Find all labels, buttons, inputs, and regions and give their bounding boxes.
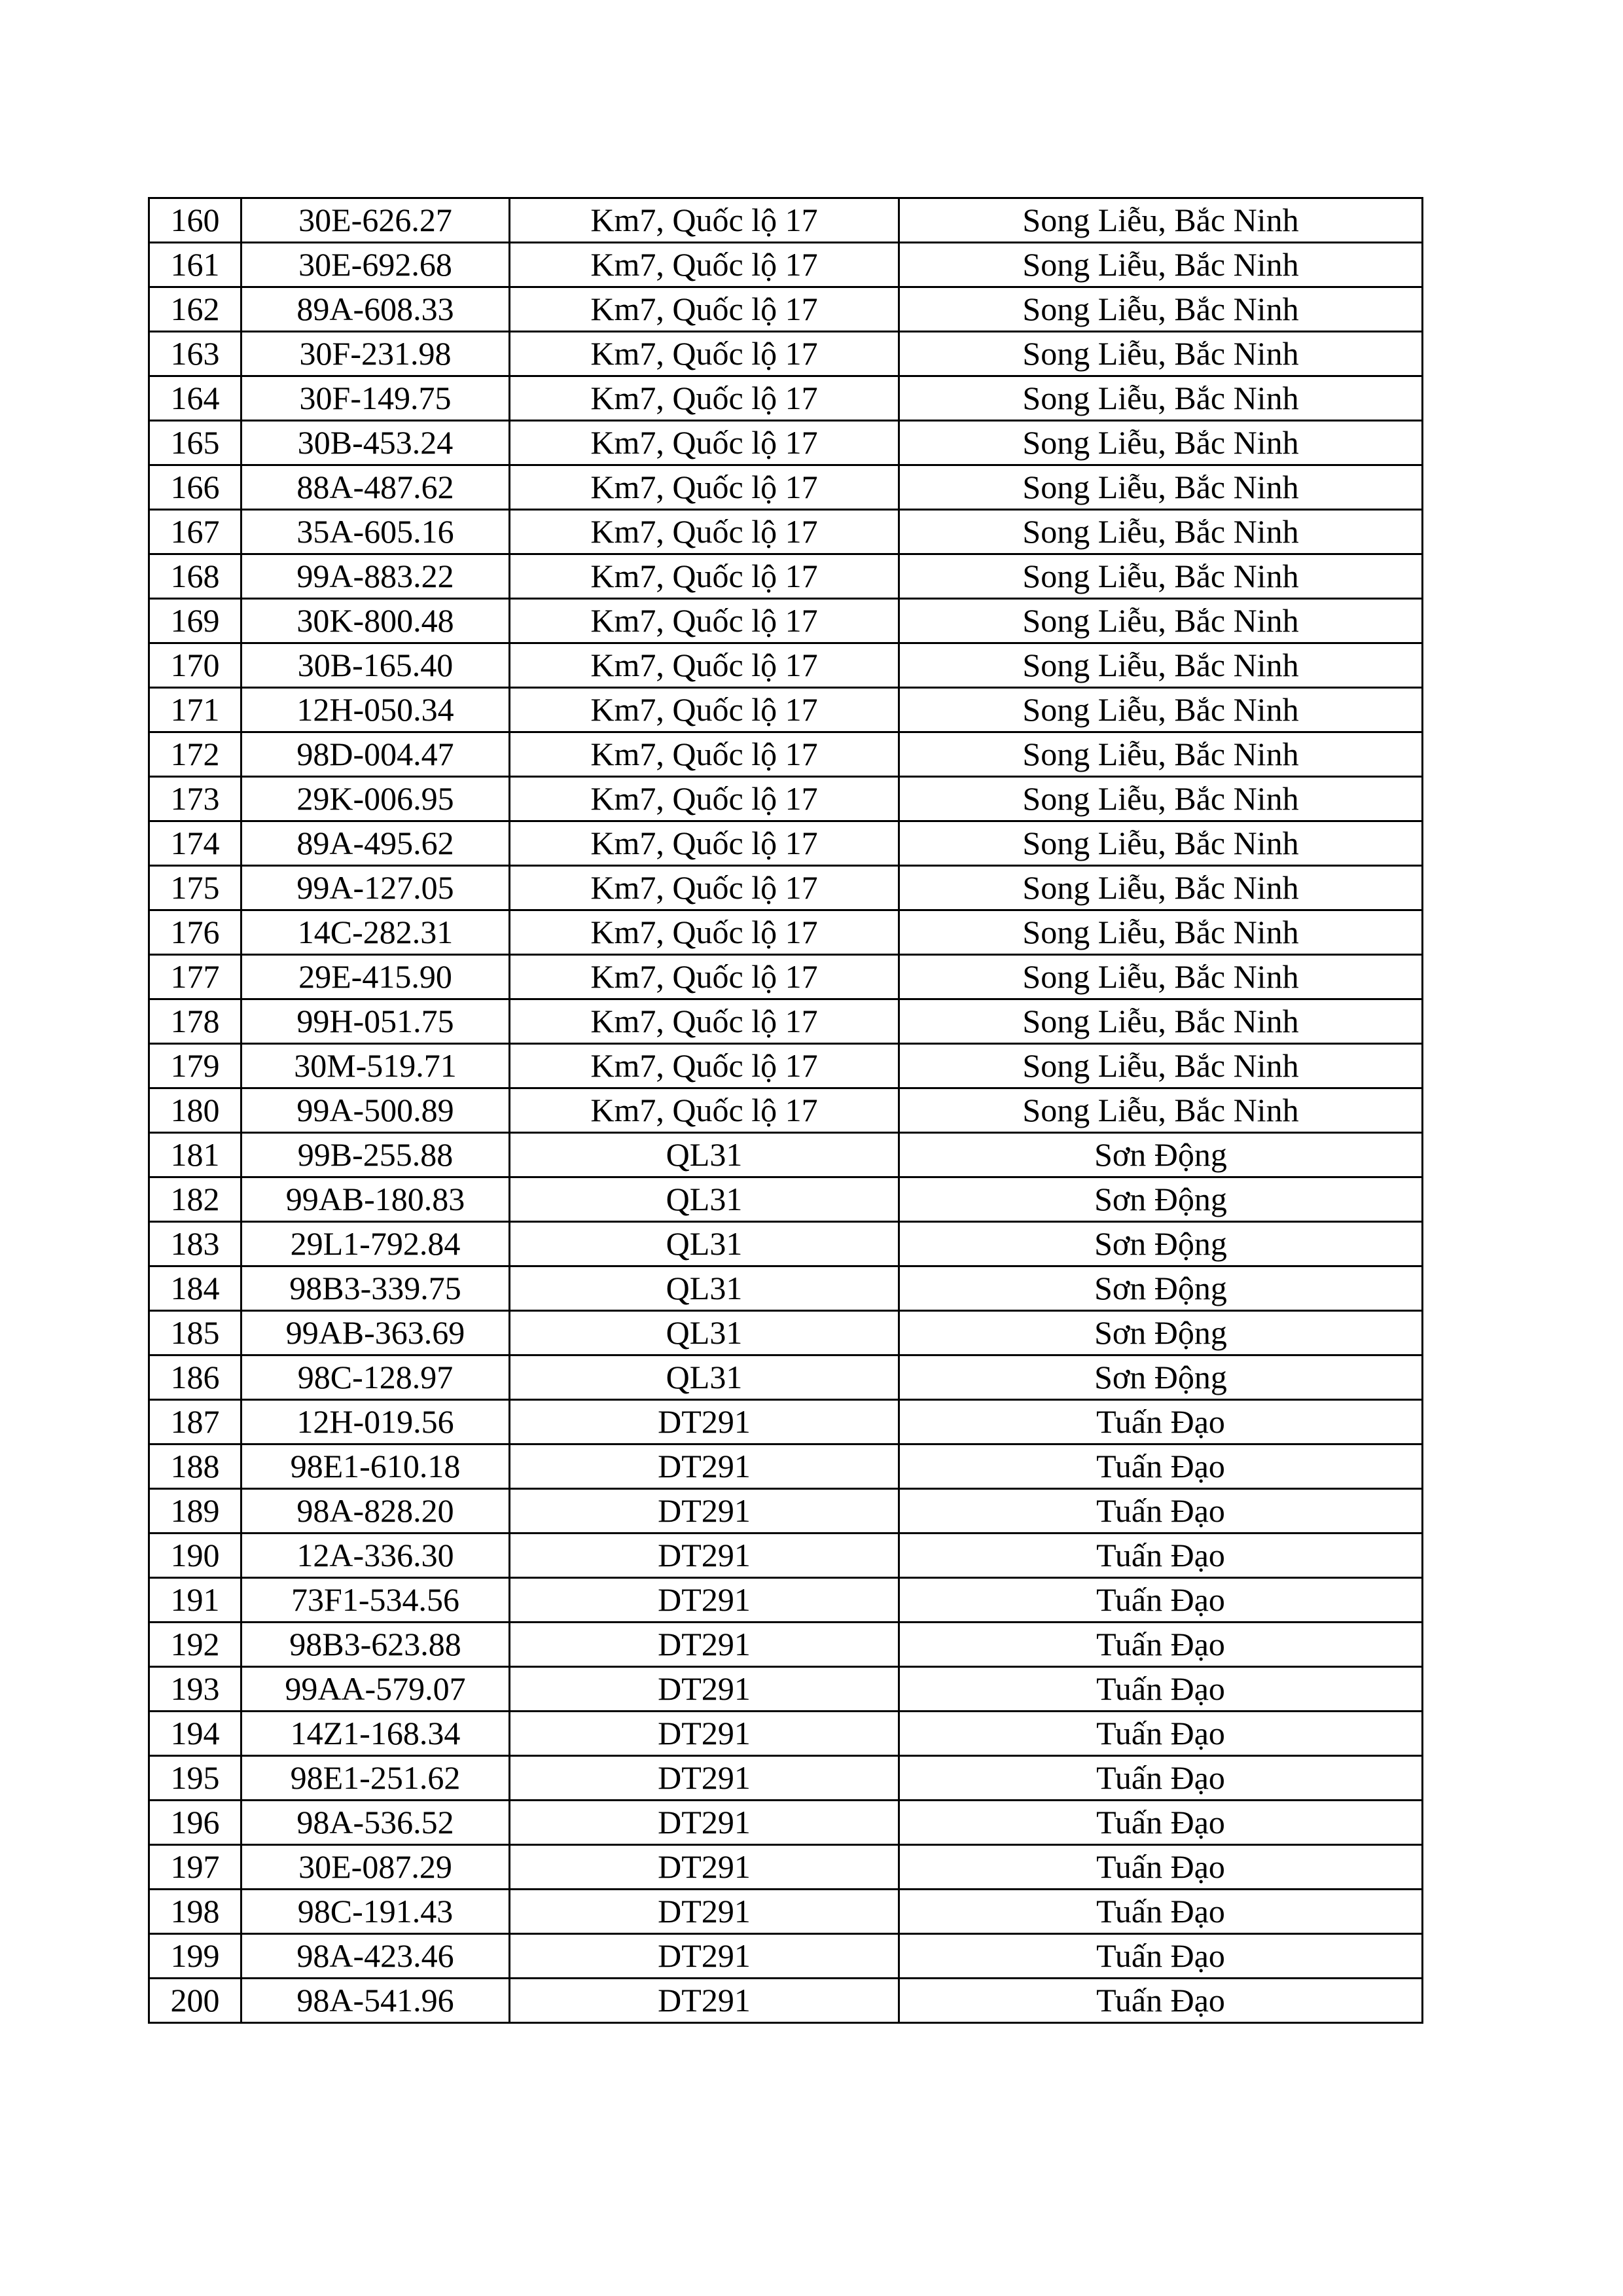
table-row — [149, 999, 1423, 1044]
road-cell: DT291 — [510, 1801, 899, 1845]
table-row — [149, 1133, 1423, 1177]
location-cell: Tuấn Đạo — [899, 1934, 1423, 1979]
location-cell: Tuấn Đạo — [899, 1444, 1423, 1489]
road-cell: Km7, Quốc lộ 17 — [510, 465, 899, 510]
license-plate-cell: 99A-127.05 — [241, 866, 510, 910]
row-number-cell: 176 — [149, 910, 241, 955]
location-cell: Song Liễu, Bắc Ninh — [899, 732, 1423, 777]
location-cell: Song Liễu, Bắc Ninh — [899, 955, 1423, 999]
row-number-cell: 189 — [149, 1489, 241, 1534]
road-cell: Km7, Quốc lộ 17 — [510, 554, 899, 599]
table-row — [149, 243, 1423, 287]
row-number-cell: 191 — [149, 1578, 241, 1623]
row-number-cell: 177 — [149, 955, 241, 999]
row-number-cell: 168 — [149, 554, 241, 599]
table-row — [149, 287, 1423, 332]
road-cell: Km7, Quốc lộ 17 — [510, 198, 899, 243]
license-plate-cell: 30E-087.29 — [241, 1845, 510, 1890]
license-plate-cell: 99AB-363.69 — [241, 1311, 510, 1355]
location-cell: Tuấn Đạo — [899, 1756, 1423, 1801]
license-plate-cell: 29L1-792.84 — [241, 1222, 510, 1266]
location-cell: Song Liễu, Bắc Ninh — [899, 866, 1423, 910]
road-cell: DT291 — [510, 1934, 899, 1979]
road-cell: Km7, Quốc lộ 17 — [510, 910, 899, 955]
table-row — [149, 1712, 1423, 1756]
road-cell: Km7, Quốc lộ 17 — [510, 421, 899, 465]
row-number-cell: 200 — [149, 1979, 241, 2023]
road-cell: Km7, Quốc lộ 17 — [510, 510, 899, 554]
road-cell: DT291 — [510, 1845, 899, 1890]
vehicle-records-table — [148, 197, 1423, 2024]
location-cell: Sơn Động — [899, 1266, 1423, 1311]
table-row — [149, 866, 1423, 910]
license-plate-cell: 30B-165.40 — [241, 643, 510, 688]
table-row — [149, 777, 1423, 821]
location-cell: Tuấn Đạo — [899, 1623, 1423, 1667]
table-row — [149, 1623, 1423, 1667]
table-row — [149, 1979, 1423, 2023]
table-row — [149, 198, 1423, 243]
table-row — [149, 643, 1423, 688]
table-row — [149, 554, 1423, 599]
table-row — [149, 1177, 1423, 1222]
road-cell: DT291 — [510, 1667, 899, 1712]
row-number-cell: 172 — [149, 732, 241, 777]
location-cell: Song Liễu, Bắc Ninh — [899, 1044, 1423, 1088]
road-cell: Km7, Quốc lộ 17 — [510, 332, 899, 376]
table-row — [149, 1444, 1423, 1489]
license-plate-cell: 98A-541.96 — [241, 1979, 510, 2023]
location-cell: Tuấn Đạo — [899, 1534, 1423, 1578]
road-cell: Km7, Quốc lộ 17 — [510, 243, 899, 287]
table-row — [149, 821, 1423, 866]
license-plate-cell: 98C-128.97 — [241, 1355, 510, 1400]
license-plate-cell: 35A-605.16 — [241, 510, 510, 554]
road-cell: QL31 — [510, 1266, 899, 1311]
row-number-cell: 190 — [149, 1534, 241, 1578]
location-cell: Tuấn Đạo — [899, 1489, 1423, 1534]
location-cell: Song Liễu, Bắc Ninh — [899, 554, 1423, 599]
table-row — [149, 1578, 1423, 1623]
location-cell: Tuấn Đạo — [899, 1890, 1423, 1934]
table-row — [149, 1934, 1423, 1979]
row-number-cell: 196 — [149, 1801, 241, 1845]
row-number-cell: 187 — [149, 1400, 241, 1444]
road-cell: DT291 — [510, 1578, 899, 1623]
location-cell: Song Liễu, Bắc Ninh — [899, 287, 1423, 332]
location-cell: Song Liễu, Bắc Ninh — [899, 510, 1423, 554]
table-row — [149, 1355, 1423, 1400]
table-row — [149, 1845, 1423, 1890]
table-row — [149, 1489, 1423, 1534]
location-cell: Sơn Động — [899, 1355, 1423, 1400]
road-cell: DT291 — [510, 1979, 899, 2023]
license-plate-cell: 12H-050.34 — [241, 688, 510, 732]
license-plate-cell: 98C-191.43 — [241, 1890, 510, 1934]
license-plate-cell: 99AB-180.83 — [241, 1177, 510, 1222]
table-row — [149, 732, 1423, 777]
license-plate-cell: 30B-453.24 — [241, 421, 510, 465]
row-number-cell: 165 — [149, 421, 241, 465]
row-number-cell: 167 — [149, 510, 241, 554]
row-number-cell: 182 — [149, 1177, 241, 1222]
license-plate-cell: 12H-019.56 — [241, 1400, 510, 1444]
road-cell: DT291 — [510, 1400, 899, 1444]
row-number-cell: 171 — [149, 688, 241, 732]
row-number-cell: 194 — [149, 1712, 241, 1756]
road-cell: Km7, Quốc lộ 17 — [510, 777, 899, 821]
row-number-cell: 164 — [149, 376, 241, 421]
row-number-cell: 197 — [149, 1845, 241, 1890]
location-cell: Song Liễu, Bắc Ninh — [899, 1088, 1423, 1133]
location-cell: Tuấn Đạo — [899, 1578, 1423, 1623]
license-plate-cell: 99H-051.75 — [241, 999, 510, 1044]
row-number-cell: 195 — [149, 1756, 241, 1801]
license-plate-cell: 98A-423.46 — [241, 1934, 510, 1979]
row-number-cell: 173 — [149, 777, 241, 821]
location-cell: Sơn Động — [899, 1133, 1423, 1177]
license-plate-cell: 98A-828.20 — [241, 1489, 510, 1534]
location-cell: Song Liễu, Bắc Ninh — [899, 243, 1423, 287]
location-cell: Song Liễu, Bắc Ninh — [899, 465, 1423, 510]
location-cell: Song Liễu, Bắc Ninh — [899, 198, 1423, 243]
row-number-cell: 193 — [149, 1667, 241, 1712]
table-row — [149, 465, 1423, 510]
row-number-cell: 178 — [149, 999, 241, 1044]
location-cell: Tuấn Đạo — [899, 1979, 1423, 2023]
license-plate-cell: 99B-255.88 — [241, 1133, 510, 1177]
license-plate-cell: 73F1-534.56 — [241, 1578, 510, 1623]
license-plate-cell: 98B3-339.75 — [241, 1266, 510, 1311]
license-plate-cell: 30E-692.68 — [241, 243, 510, 287]
road-cell: DT291 — [510, 1623, 899, 1667]
road-cell: QL31 — [510, 1177, 899, 1222]
row-number-cell: 183 — [149, 1222, 241, 1266]
row-number-cell: 179 — [149, 1044, 241, 1088]
road-cell: DT291 — [510, 1890, 899, 1934]
location-cell: Tuấn Đạo — [899, 1845, 1423, 1890]
row-number-cell: 160 — [149, 198, 241, 243]
location-cell: Song Liễu, Bắc Ninh — [899, 643, 1423, 688]
row-number-cell: 174 — [149, 821, 241, 866]
table-row — [149, 421, 1423, 465]
road-cell: Km7, Quốc lộ 17 — [510, 599, 899, 643]
table-row — [149, 1534, 1423, 1578]
road-cell: DT291 — [510, 1444, 899, 1489]
road-cell: Km7, Quốc lộ 17 — [510, 1088, 899, 1133]
location-cell: Song Liễu, Bắc Ninh — [899, 599, 1423, 643]
license-plate-cell: 99A-500.89 — [241, 1088, 510, 1133]
road-cell: Km7, Quốc lộ 17 — [510, 999, 899, 1044]
road-cell: QL31 — [510, 1355, 899, 1400]
road-cell: DT291 — [510, 1756, 899, 1801]
table-row — [149, 1044, 1423, 1088]
license-plate-cell: 14C-282.31 — [241, 910, 510, 955]
location-cell: Song Liễu, Bắc Ninh — [899, 999, 1423, 1044]
row-number-cell: 166 — [149, 465, 241, 510]
table-row — [149, 1667, 1423, 1712]
table-row — [149, 688, 1423, 732]
row-number-cell: 170 — [149, 643, 241, 688]
row-number-cell: 199 — [149, 1934, 241, 1979]
road-cell: DT291 — [510, 1712, 899, 1756]
road-cell: QL31 — [510, 1311, 899, 1355]
row-number-cell: 175 — [149, 866, 241, 910]
table-row — [149, 1756, 1423, 1801]
row-number-cell: 186 — [149, 1355, 241, 1400]
license-plate-cell: 89A-495.62 — [241, 821, 510, 866]
license-plate-cell: 30K-800.48 — [241, 599, 510, 643]
row-number-cell: 198 — [149, 1890, 241, 1934]
table-row — [149, 955, 1423, 999]
row-number-cell: 185 — [149, 1311, 241, 1355]
table-row — [149, 1400, 1423, 1444]
license-plate-cell: 98A-536.52 — [241, 1801, 510, 1845]
table-body — [149, 198, 1423, 2023]
road-cell: Km7, Quốc lộ 17 — [510, 732, 899, 777]
table-row — [149, 1311, 1423, 1355]
location-cell: Song Liễu, Bắc Ninh — [899, 688, 1423, 732]
license-plate-cell: 98B3-623.88 — [241, 1623, 510, 1667]
road-cell: Km7, Quốc lộ 17 — [510, 866, 899, 910]
table-row — [149, 1801, 1423, 1845]
table-row — [149, 332, 1423, 376]
row-number-cell: 163 — [149, 332, 241, 376]
license-plate-cell: 12A-336.30 — [241, 1534, 510, 1578]
location-cell: Tuấn Đạo — [899, 1801, 1423, 1845]
location-cell: Tuấn Đạo — [899, 1712, 1423, 1756]
road-cell: QL31 — [510, 1222, 899, 1266]
row-number-cell: 169 — [149, 599, 241, 643]
location-cell: Song Liễu, Bắc Ninh — [899, 777, 1423, 821]
table-row — [149, 1222, 1423, 1266]
license-plate-cell: 88A-487.62 — [241, 465, 510, 510]
road-cell: Km7, Quốc lộ 17 — [510, 376, 899, 421]
license-plate-cell: 30E-626.27 — [241, 198, 510, 243]
location-cell: Sơn Động — [899, 1311, 1423, 1355]
table-row — [149, 376, 1423, 421]
road-cell: Km7, Quốc lộ 17 — [510, 643, 899, 688]
license-plate-cell: 30M-519.71 — [241, 1044, 510, 1088]
location-cell: Song Liễu, Bắc Ninh — [899, 332, 1423, 376]
location-cell: Song Liễu, Bắc Ninh — [899, 821, 1423, 866]
license-plate-cell: 99AA-579.07 — [241, 1667, 510, 1712]
license-plate-cell: 30F-231.98 — [241, 332, 510, 376]
license-plate-cell: 98D-004.47 — [241, 732, 510, 777]
row-number-cell: 188 — [149, 1444, 241, 1489]
license-plate-cell: 89A-608.33 — [241, 287, 510, 332]
location-cell: Song Liễu, Bắc Ninh — [899, 376, 1423, 421]
license-plate-cell: 98E1-251.62 — [241, 1756, 510, 1801]
road-cell: Km7, Quốc lộ 17 — [510, 821, 899, 866]
table-row — [149, 599, 1423, 643]
location-cell: Sơn Động — [899, 1222, 1423, 1266]
row-number-cell: 162 — [149, 287, 241, 332]
license-plate-cell: 30F-149.75 — [241, 376, 510, 421]
table-row — [149, 910, 1423, 955]
row-number-cell: 192 — [149, 1623, 241, 1667]
row-number-cell: 161 — [149, 243, 241, 287]
location-cell: Song Liễu, Bắc Ninh — [899, 421, 1423, 465]
road-cell: Km7, Quốc lộ 17 — [510, 287, 899, 332]
location-cell: Tuấn Đạo — [899, 1400, 1423, 1444]
license-plate-cell: 29K-006.95 — [241, 777, 510, 821]
row-number-cell: 184 — [149, 1266, 241, 1311]
license-plate-cell: 14Z1-168.34 — [241, 1712, 510, 1756]
table-row — [149, 510, 1423, 554]
road-cell: DT291 — [510, 1534, 899, 1578]
road-cell: Km7, Quốc lộ 17 — [510, 1044, 899, 1088]
table-row — [149, 1266, 1423, 1311]
row-number-cell: 180 — [149, 1088, 241, 1133]
license-plate-cell: 29E-415.90 — [241, 955, 510, 999]
license-plate-cell: 98E1-610.18 — [241, 1444, 510, 1489]
license-plate-cell: 99A-883.22 — [241, 554, 510, 599]
road-cell: Km7, Quốc lộ 17 — [510, 955, 899, 999]
table-row — [149, 1088, 1423, 1133]
location-cell: Song Liễu, Bắc Ninh — [899, 910, 1423, 955]
road-cell: QL31 — [510, 1133, 899, 1177]
location-cell: Tuấn Đạo — [899, 1667, 1423, 1712]
road-cell: DT291 — [510, 1489, 899, 1534]
location-cell: Sơn Động — [899, 1177, 1423, 1222]
row-number-cell: 181 — [149, 1133, 241, 1177]
road-cell: Km7, Quốc lộ 17 — [510, 688, 899, 732]
table-row — [149, 1890, 1423, 1934]
